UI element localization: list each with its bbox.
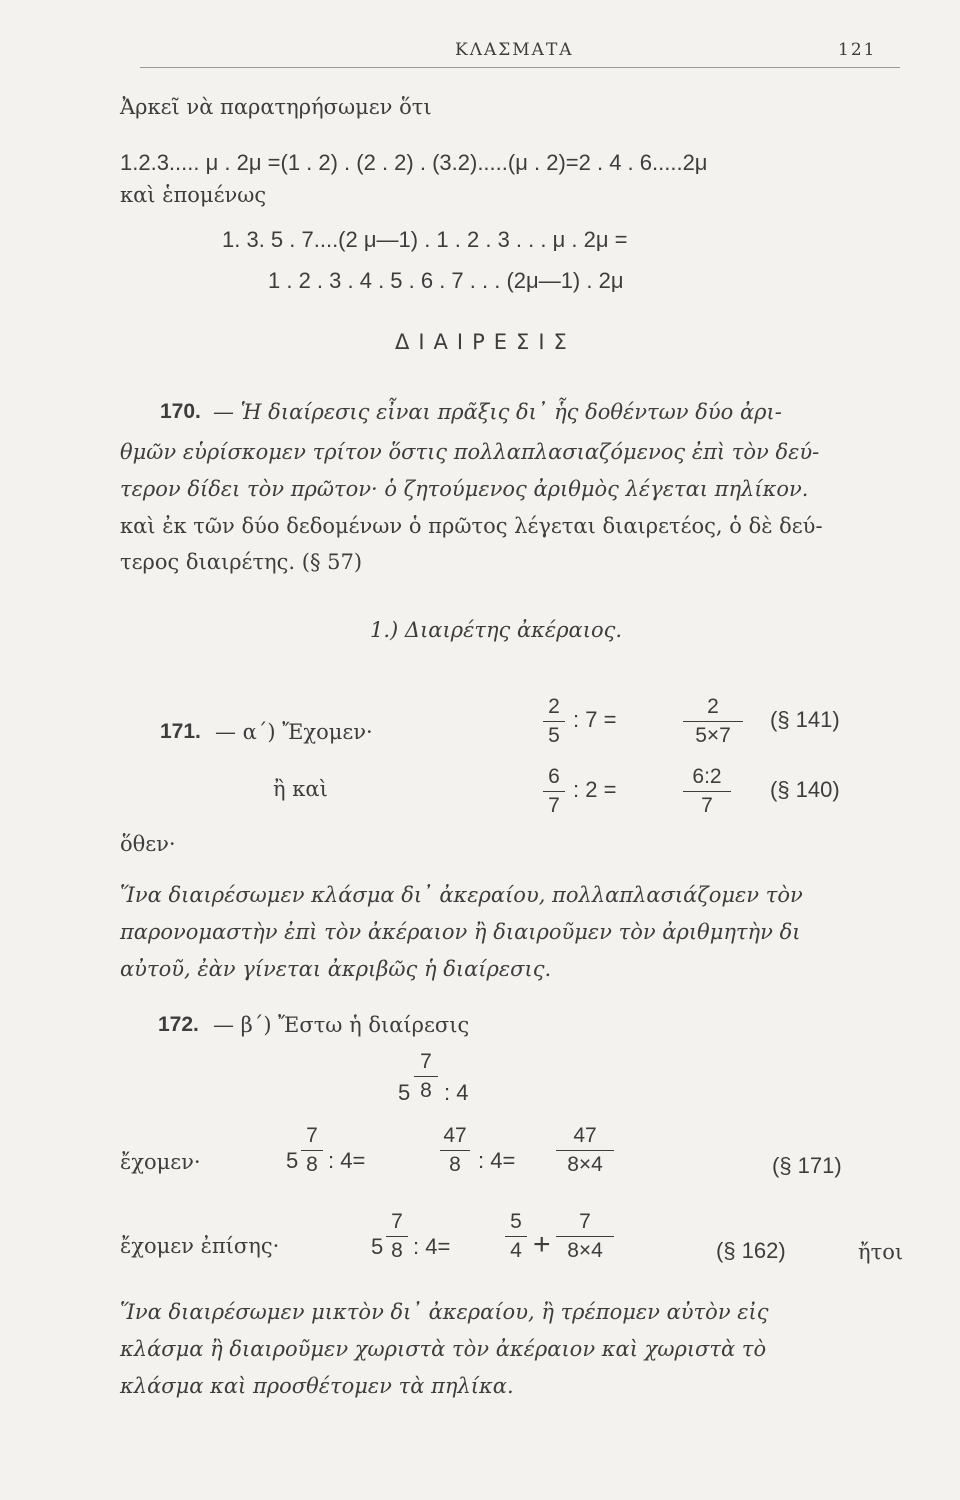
section-reference: (§ 140) xyxy=(770,777,840,802)
fraction-bar xyxy=(505,1236,527,1237)
rule-172-line-2: κλάσμα ἢ διαιροῦμεν χωριστὰ τὸν ἀκέραιον καὶ χωριστὰ τὸ xyxy=(120,1337,767,1361)
rule-171-line-3: αὐτοῦ, ἐὰν γίνεται ἀκριβῶς ἡ διαίρεσις. xyxy=(120,957,552,981)
fraction xyxy=(386,1210,408,1263)
rule-172-line-1: Ἵνα διαιρέσωμεν μικτὸν δι᾿ ἀκεραίου, ἢ τρέπομεν αὐτὸν εἰς xyxy=(120,1300,769,1324)
numerator: 6:2 xyxy=(692,765,722,788)
paragraph-170-number: 170. xyxy=(160,400,201,423)
operator: : 7 = xyxy=(573,707,617,732)
or-label: ἢ καὶ xyxy=(273,777,328,801)
have-label: ἔχομεν· xyxy=(120,1150,201,1174)
numerator: 2 xyxy=(548,695,560,718)
fraction-bar xyxy=(556,1236,614,1237)
paragraph-170-line-5: τερος διαιρέτης. (§ 57) xyxy=(120,550,363,574)
section-title: ΔΙΑΙΡΕΣΙΣ xyxy=(395,330,576,354)
whole-number: 5 xyxy=(398,1080,411,1105)
fraction-bar xyxy=(556,1150,614,1151)
fraction xyxy=(683,765,731,818)
paragraph-170-line-1: — Ἡ διαίρεσις εἶναι πρᾶξις δι᾿ ἧς δοθέντων δύο ἀρι- xyxy=(213,400,782,424)
fraction xyxy=(556,1210,614,1263)
subsection-title: 1.) Διαιρέτης ἀκέραιος. xyxy=(370,618,623,642)
also-label: ἔχομεν ἐπίσης· xyxy=(120,1234,280,1258)
denominator: 8 xyxy=(306,1153,318,1176)
fraction xyxy=(556,1124,614,1177)
operator: : 4= xyxy=(328,1148,366,1173)
denominator: 8 xyxy=(420,1079,432,1102)
denominator: 4 xyxy=(510,1239,522,1262)
denominator: 8×4 xyxy=(567,1153,603,1176)
that-is-label: ἤτοι xyxy=(858,1240,904,1264)
page-number: 121 xyxy=(838,40,877,60)
paragraph-170-line-2: θμῶν εὑρίσκομεν τρίτον ὅστις πολλαπλασιαζόμενος ἐπὶ τὸν δεύ- xyxy=(120,440,820,464)
operator: : 2 = xyxy=(573,777,617,802)
numerator: 7 xyxy=(579,1210,591,1233)
denominator: 8 xyxy=(449,1153,461,1176)
fraction xyxy=(440,1124,470,1177)
numerator: 6 xyxy=(548,765,560,788)
paragraph-172-number: 172. xyxy=(158,1013,199,1036)
paragraph-171-number: 171. xyxy=(160,720,201,743)
numerator: 7 xyxy=(420,1050,432,1073)
numerator: 2 xyxy=(707,695,719,718)
fraction-bar xyxy=(683,721,743,722)
fraction xyxy=(301,1124,323,1177)
numerator: 7 xyxy=(391,1210,403,1233)
fraction-bar xyxy=(683,791,731,792)
fraction-bar xyxy=(386,1236,408,1237)
numerator: 7 xyxy=(306,1124,318,1147)
rule-172-line-3: κλάσμα καὶ προσθέτομεν τὰ πηλίκα. xyxy=(120,1374,514,1398)
operator: : 4 xyxy=(444,1080,469,1105)
denominator: 7 xyxy=(548,794,560,817)
intro-line-1: Ἀρκεῖ νὰ παρατηρήσωμεν ὅτι xyxy=(120,95,432,119)
whole-number: 5 xyxy=(371,1234,384,1259)
operator: : 4= xyxy=(413,1234,451,1259)
fraction xyxy=(543,765,565,818)
denominator: 8×4 xyxy=(567,1239,603,1262)
plus-sign: + xyxy=(533,1228,551,1261)
denominator: 7 xyxy=(701,794,713,817)
numerator: 5 xyxy=(510,1210,522,1233)
fraction-bar xyxy=(440,1150,470,1151)
fraction xyxy=(505,1210,527,1263)
paragraph-171-lead: — α΄) Ἔχομεν· xyxy=(215,720,373,744)
fraction-bar xyxy=(543,791,565,792)
denominator: 5×7 xyxy=(695,724,731,747)
intro-line-5: 1 . 2 . 3 . 4 . 5 . 6 . 7 . . . (2μ—1) . 2μ xyxy=(268,268,624,293)
numerator: 47 xyxy=(443,1124,467,1147)
denominator: 5 xyxy=(548,724,560,747)
fraction-bar xyxy=(301,1150,323,1151)
section-reference: (§ 171) xyxy=(772,1153,842,1178)
fraction xyxy=(683,695,743,748)
hence-label: ὅθεν· xyxy=(120,832,176,856)
section-reference: (§ 162) xyxy=(716,1238,786,1263)
fraction-bar xyxy=(414,1076,438,1077)
rule-171-line-1: Ἵνα διαιρέσωμεν κλάσμα δι᾿ ἀκεραίου, πολλαπλασιάζομεν τὸν xyxy=(120,883,803,907)
fraction xyxy=(543,695,565,748)
section-reference: (§ 141) xyxy=(770,707,840,732)
paragraph-172-lead: — β΄) Ἔστω ἡ διαίρεσις xyxy=(213,1013,470,1037)
fraction xyxy=(414,1050,438,1103)
intro-line-4: 1. 3. 5 . 7....(2 μ—1) . 1 . 2 . 3 . . . μ . 2μ = xyxy=(222,227,628,252)
numerator: 47 xyxy=(573,1124,597,1147)
paragraph-170-line-4: καὶ ἐκ τῶν δύο δεδομένων ὁ πρῶτος λέγεται διαιρετέος, ὁ δὲ δεύ- xyxy=(120,514,823,538)
rule-171-line-2: παρονομαστὴν ἐπὶ τὸν ἀκέραιον ἢ διαιροῦμεν τὸν ἀριθμητὴν δι xyxy=(120,920,801,944)
header-rule xyxy=(140,67,900,68)
fraction-bar xyxy=(543,721,565,722)
whole-number: 5 xyxy=(286,1148,299,1173)
paragraph-170-line-3: τερον δίδει τὸν πρῶτον· ὁ ζητούμενος ἀριθμὸς λέγεται πηλίκον. xyxy=(120,477,809,501)
operator: : 4= xyxy=(478,1148,516,1173)
intro-line-3: καὶ ἑπομένως xyxy=(120,183,267,207)
running-header-title: ΚΛΑΣΜΑΤΑ xyxy=(455,40,574,60)
denominator: 8 xyxy=(391,1239,403,1262)
intro-line-2: 1.2.3..... μ . 2μ =(1 . 2) . (2 . 2) . (3.2).....(μ . 2)=2 . 4 . 6.....2μ xyxy=(120,150,708,175)
